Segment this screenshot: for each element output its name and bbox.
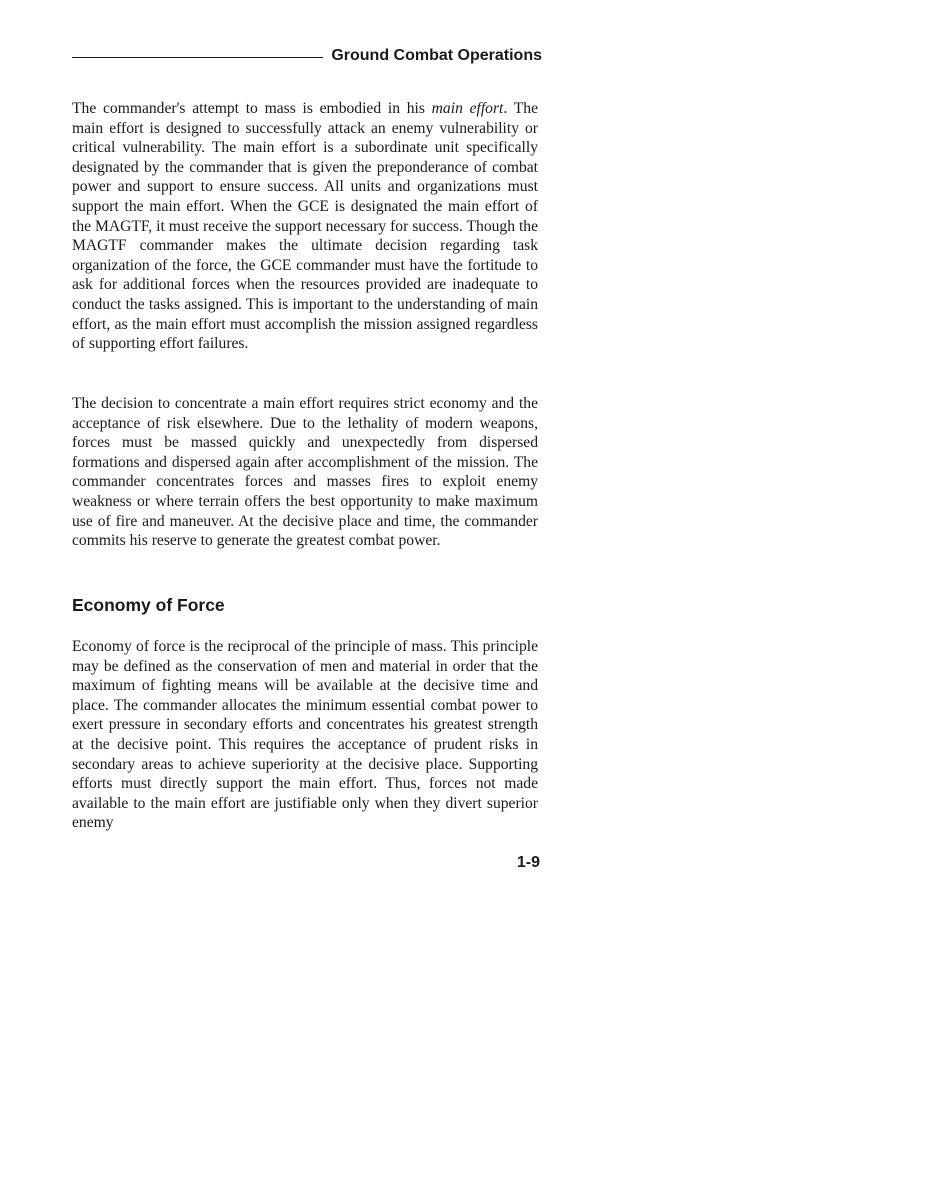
section-heading: Economy of Force xyxy=(72,595,225,615)
paragraph-text: . The main effort is designed to successfully attack an enemy vulnerability or critical vulnerability. The main effort is a subordinate unit specifically designated by the commander that is given the preponderance of combat power and support to ensure success. All units and organizations must support the main effort. When the GCE is designated the main effort of the MAGTF, it must receive the support necessary for success. Though the MAGTF commander makes the ultimate decision regarding task organization of the force, the GCE commander must have the fortitude to ask for additional forces when the resources provided are inadequate to conduct the tasks assigned. This is important to the understanding of main effort, as the main effort must accomplish the mission assigned regardless of supporting effort failures. xyxy=(72,100,538,353)
running-title: Ground Combat Operations xyxy=(331,47,542,64)
paragraph-economy-of-force: Economy of force is the reciprocal of the principle of mass. This principle may be defined as the conservation of men and material in order that the maximum of fighting means will be available at the decisive time and place. The commander allocates the minimum essential combat power to exert pressure in secondary efforts and concentrates his greatest strength at the decisive point. This requires the acceptance of prudent risks in secondary areas to achieve superiority at the decisive place. Supporting efforts must directly support the main effort. Thus, forces not made available to the main effort are justifiable only when they divert superior enemy xyxy=(72,638,538,832)
paragraph-concentration: The decision to concentrate a main effort requires strict economy and the acceptance of risk elsewhere. Due to the lethality of modern weapons, forces must be massed quickly and unexpectedly from dispersed formations and dispersed again after accomplishment of the mission. The commander concentrates forces and masses fires to exploit enemy weakness or where terrain offers the best opportunity to make maximum use of fire and maneuver. At the decisive place and time, the commander commits his reserve to generate the greatest combat power. xyxy=(72,395,538,550)
header-rule xyxy=(72,57,323,58)
running-header xyxy=(72,44,542,68)
paragraph-text: The commander's attempt to mass is embodied in his xyxy=(72,100,432,117)
paragraph-main-effort xyxy=(72,99,538,354)
page-number: 1-9 xyxy=(516,854,540,871)
emphasis-main-effort: main effort xyxy=(431,100,504,117)
